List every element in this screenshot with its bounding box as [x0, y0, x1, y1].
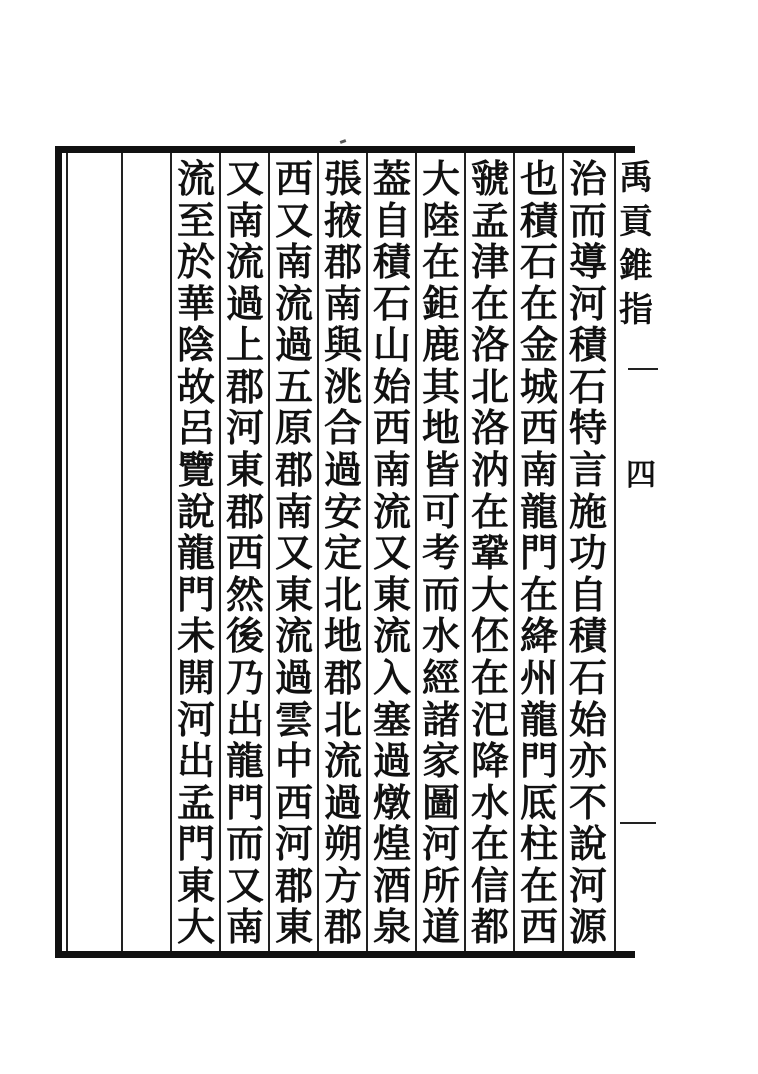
text-char: 掖	[323, 197, 362, 243]
text-char: 也	[519, 156, 558, 201]
text-char: 言	[568, 447, 607, 493]
text-char: 西	[519, 904, 558, 950]
text-char: 金	[519, 322, 558, 368]
text-char: 洮	[323, 363, 362, 409]
text-char: 不	[568, 779, 607, 825]
text-char: 導	[568, 239, 607, 285]
text-char: 而	[421, 571, 460, 617]
text-char: 又	[372, 530, 411, 576]
text-column	[272, 156, 316, 950]
text-char: 東	[225, 447, 264, 493]
text-char: 流	[372, 488, 411, 534]
text-char: 所	[421, 862, 460, 908]
text-char: 南	[372, 447, 411, 493]
text-char: 定	[323, 530, 362, 576]
text-char: 功	[568, 530, 607, 576]
text-char: 河	[274, 821, 313, 867]
text-char: 乃	[225, 654, 264, 700]
frame-inner-left-rule	[66, 153, 68, 951]
fold-title-char: 貢	[619, 202, 653, 242]
text-char: 鹿	[421, 322, 460, 368]
text-char: 西	[274, 779, 313, 825]
text-char: 河	[568, 862, 607, 908]
text-char: 郡	[274, 447, 313, 493]
text-char: 流	[274, 613, 313, 659]
text-char: 南	[225, 197, 264, 243]
text-column	[468, 156, 512, 950]
text-char: 葢	[372, 156, 411, 201]
frame-left-border	[55, 146, 62, 958]
text-char: 又	[274, 197, 313, 243]
text-char: 門	[225, 779, 264, 825]
text-char: 說	[176, 488, 215, 534]
text-char: 絳	[519, 613, 558, 659]
fold-title-char: 禹	[619, 158, 653, 198]
text-char: 又	[225, 862, 264, 908]
text-char: 過	[372, 738, 411, 784]
text-char: 家	[421, 738, 460, 784]
text-char: 北	[323, 696, 362, 742]
text-char: 石	[519, 239, 558, 285]
text-char: 西	[519, 405, 558, 451]
text-char: 呂	[176, 405, 215, 451]
text-char: 汜	[470, 696, 509, 742]
text-char: 水	[421, 613, 460, 659]
text-char: 流	[323, 738, 362, 784]
fold-section-char: 四	[626, 458, 656, 493]
text-char: 道	[421, 904, 460, 950]
text-char: 鉅	[421, 280, 460, 326]
text-char: 流	[274, 280, 313, 326]
text-char: 西	[225, 530, 264, 576]
ink-speck	[340, 139, 347, 144]
text-char: 積	[568, 322, 607, 368]
text-char: 積	[519, 197, 558, 243]
text-char: 開	[176, 654, 215, 700]
frame-top-border	[55, 146, 635, 153]
text-char: 過	[323, 447, 362, 493]
text-char: 然	[225, 571, 264, 617]
text-column	[419, 156, 463, 950]
text-char: 自	[372, 197, 411, 243]
column-divider	[415, 153, 417, 951]
text-char: 州	[519, 654, 558, 700]
fold-title-char: 錐	[619, 246, 653, 286]
column-divider	[562, 153, 564, 951]
text-char: 龍	[176, 530, 215, 576]
text-char: 又	[274, 530, 313, 576]
text-char: 西	[372, 405, 411, 451]
column-divider	[121, 153, 123, 951]
text-char: 出	[225, 696, 264, 742]
text-char: 張	[323, 156, 362, 201]
text-char: 與	[323, 322, 362, 368]
text-char: 過	[274, 322, 313, 368]
text-char: 龍	[519, 488, 558, 534]
text-char: 始	[372, 363, 411, 409]
text-char: 河	[176, 696, 215, 742]
text-char: 於	[176, 239, 215, 285]
text-char: 信	[470, 862, 509, 908]
text-char: 南	[323, 280, 362, 326]
text-char: 五	[274, 363, 313, 409]
text-char: 過	[274, 654, 313, 700]
text-char: 安	[323, 488, 362, 534]
text-char: 出	[176, 738, 215, 784]
text-char: 上	[225, 322, 264, 368]
text-char: 孟	[470, 197, 509, 243]
text-char: 說	[568, 821, 607, 867]
text-column	[517, 156, 561, 950]
text-char: 洛	[470, 322, 509, 368]
column-divider	[464, 153, 466, 951]
text-char: 在	[519, 571, 558, 617]
text-char: 南	[274, 488, 313, 534]
text-char: 施	[568, 488, 607, 534]
text-char: 考	[421, 530, 460, 576]
text-char: 伾	[470, 613, 509, 659]
text-column	[174, 156, 218, 950]
text-char: 華	[176, 280, 215, 326]
text-char: 石	[568, 654, 607, 700]
text-char: 亦	[568, 738, 607, 784]
frame-bottom-border	[55, 951, 635, 958]
text-char: 陰	[176, 322, 215, 368]
text-char: 東	[274, 571, 313, 617]
text-char: 大	[176, 904, 215, 950]
text-char: 可	[421, 488, 460, 534]
text-char: 皆	[421, 447, 460, 493]
text-char: 北	[323, 571, 362, 617]
text-char: 水	[470, 779, 509, 825]
text-char: 城	[519, 363, 558, 409]
text-char: 在	[470, 821, 509, 867]
text-char: 門	[519, 530, 558, 576]
column-divider	[268, 153, 270, 951]
text-char: 門	[519, 738, 558, 784]
text-char: 東	[176, 862, 215, 908]
text-char: 積	[372, 239, 411, 285]
text-char: 大	[421, 156, 460, 201]
text-char: 諸	[421, 696, 460, 742]
text-char: 特	[568, 405, 607, 451]
text-char: 郡	[225, 363, 264, 409]
column-divider	[219, 153, 221, 951]
text-char: 始	[568, 696, 607, 742]
text-char: 流	[372, 613, 411, 659]
text-char: 過	[225, 280, 264, 326]
text-char: 積	[568, 613, 607, 659]
text-char: 洛	[470, 405, 509, 451]
text-char: 北	[470, 363, 509, 409]
text-char: 原	[274, 405, 313, 451]
text-char: 在	[470, 654, 509, 700]
text-char: 其	[421, 363, 460, 409]
text-char: 津	[470, 239, 509, 285]
column-divider	[366, 153, 368, 951]
fold-title	[616, 150, 656, 330]
text-char: 在	[470, 488, 509, 534]
text-char: 在	[421, 239, 460, 285]
text-char: 南	[519, 447, 558, 493]
text-char: 故	[176, 363, 215, 409]
column-divider	[513, 153, 515, 951]
text-char: 石	[568, 363, 607, 409]
fold-bottom-rule	[620, 822, 656, 824]
text-char: 都	[470, 904, 509, 950]
text-char: 門	[176, 571, 215, 617]
text-char: 治	[568, 156, 607, 201]
text-char: 朔	[323, 821, 362, 867]
text-char: 在	[519, 862, 558, 908]
text-char: 覽	[176, 447, 215, 493]
text-char: 在	[519, 280, 558, 326]
text-char: 大	[470, 571, 509, 617]
text-char: 燉	[372, 779, 411, 825]
text-char: 龍	[225, 738, 264, 784]
text-char: 山	[372, 322, 411, 368]
text-char: 地	[421, 405, 460, 451]
text-char: 柱	[519, 821, 558, 867]
text-char: 地	[323, 613, 362, 659]
text-char: 南	[274, 239, 313, 285]
text-char: 河	[225, 405, 264, 451]
text-char: 石	[372, 280, 411, 326]
text-char: 雲	[274, 696, 313, 742]
text-char: 酒	[372, 862, 411, 908]
text-char: 郡	[274, 862, 313, 908]
text-char: 後	[225, 613, 264, 659]
text-char: 郡	[225, 488, 264, 534]
text-char: 陸	[421, 197, 460, 243]
text-char: 西	[274, 156, 313, 201]
text-char: 源	[568, 904, 607, 950]
text-char: 塞	[372, 696, 411, 742]
text-char: 泉	[372, 904, 411, 950]
text-char: 孟	[176, 779, 215, 825]
text-char: 而	[568, 197, 607, 243]
text-char: 郡	[323, 239, 362, 285]
text-char: 過	[323, 779, 362, 825]
fold-title-char: 指	[619, 290, 653, 330]
text-char: 降	[470, 738, 509, 784]
text-char: 鞏	[470, 530, 509, 576]
text-column	[566, 156, 610, 950]
column-divider	[170, 153, 172, 951]
text-char: 東	[372, 571, 411, 617]
text-char: 未	[176, 613, 215, 659]
text-char: 方	[323, 862, 362, 908]
text-char: 經	[421, 654, 460, 700]
text-char: 流	[225, 239, 264, 285]
text-char: 而	[225, 821, 264, 867]
text-char: 汭	[470, 447, 509, 493]
text-char: 中	[274, 738, 313, 784]
text-column	[321, 156, 365, 950]
text-char: 圖	[421, 779, 460, 825]
text-char: 合	[323, 405, 362, 451]
fold-fishtail-rule	[628, 368, 658, 370]
text-char: 郡	[323, 654, 362, 700]
text-char: 流	[176, 156, 215, 201]
text-char: 郡	[323, 904, 362, 950]
text-char: 南	[225, 904, 264, 950]
text-char: 又	[225, 156, 264, 201]
column-divider	[317, 153, 319, 951]
text-char: 河	[568, 280, 607, 326]
text-char: 煌	[372, 821, 411, 867]
text-column	[370, 156, 414, 950]
text-char: 自	[568, 571, 607, 617]
text-char: 虢	[470, 156, 509, 201]
text-char: 龍	[519, 696, 558, 742]
fold-section-label	[620, 450, 656, 494]
text-char: 入	[372, 654, 411, 700]
text-char: 厎	[519, 779, 558, 825]
text-column	[223, 156, 267, 950]
text-char: 東	[274, 904, 313, 950]
text-char: 門	[176, 821, 215, 867]
text-char: 至	[176, 197, 215, 243]
text-char: 在	[470, 280, 509, 326]
text-char: 河	[421, 821, 460, 867]
